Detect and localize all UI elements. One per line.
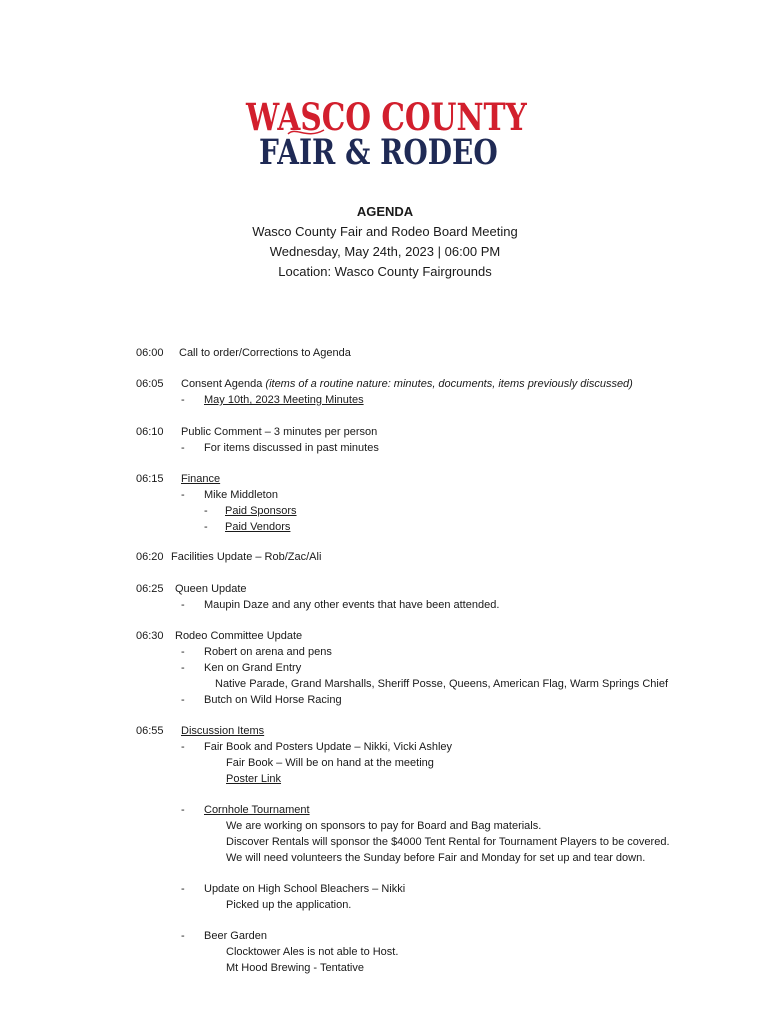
poster-link[interactable]: Poster Link (226, 773, 282, 785)
item-time: 06:15 (136, 473, 164, 485)
sub-item: Butch on Wild Horse Racing (204, 694, 342, 706)
bullet-dash: - (181, 804, 185, 816)
item-time: 06:00 (136, 347, 164, 359)
meeting-date: Wednesday, May 24th, 2023 | 06:00 PM (269, 244, 501, 259)
agenda-title: AGENDA (356, 204, 414, 219)
minutes-link[interactable]: May 10th, 2023 Meeting Minutes (204, 394, 364, 406)
item-time: 06:25 (136, 583, 164, 595)
finance-link[interactable]: Finance (181, 473, 221, 485)
sub-item: Robert on arena and pens (204, 646, 332, 658)
cornhole-link[interactable]: Cornhole Tournament (204, 804, 310, 816)
item-time: 06:55 (136, 725, 164, 737)
item-time: 06:10 (136, 426, 164, 438)
sub-item: Fair Book and Posters Update – Nikki, Vicki Ashley (204, 741, 453, 753)
item-time: 06:05 (136, 378, 164, 390)
bullet-dash: - (181, 741, 185, 753)
sub-item-detail: Fair Book – Will be on hand at the meeting (226, 757, 434, 769)
sub-item: Update on High School Bleachers – Nikki (204, 883, 406, 895)
meeting-location: Location: Wasco County Fairgrounds (278, 264, 492, 279)
item-label: Consent Agenda (181, 378, 266, 390)
sub-item-detail: Mt Hood Brewing - Tentative (226, 962, 364, 974)
item-time: 06:20 (136, 551, 164, 563)
item-text (181, 376, 633, 392)
paid-vendors-link[interactable]: Paid Vendors (225, 521, 291, 533)
bullet-dash: - (181, 930, 185, 942)
sub-item-detail: We are working on sponsors to pay for Board and Bag materials. (226, 820, 542, 832)
bullet-dash: - (181, 646, 185, 658)
sub-item: For items discussed in past minutes (204, 442, 379, 454)
fair-logo (246, 95, 531, 173)
bullet-dash: - (181, 883, 185, 895)
discussion-items-link[interactable]: Discussion Items (181, 725, 265, 737)
logo-line-2: FAIR & RODEO (259, 132, 498, 173)
bullet-dash: - (204, 505, 208, 517)
item-note: (items of a routine nature: minutes, documents, items previously discussed) (265, 378, 633, 390)
item-text: Call to order/Corrections to Agenda (179, 347, 351, 359)
item-text: Queen Update (175, 583, 247, 595)
sub-item-detail: Picked up the application. (226, 899, 352, 911)
bullet-dash: - (181, 442, 185, 454)
bullet-dash: - (181, 394, 185, 406)
bullet-dash: - (181, 489, 185, 501)
agenda-header (0, 202, 770, 282)
sub-item-detail: We will need volunteers the Sunday before Fair and Monday for set up and tear down. (226, 852, 646, 864)
sub-item: Maupin Daze and any other events that have been attended. (204, 599, 500, 611)
bullet-dash: - (204, 521, 208, 533)
item-text: Public Comment – 3 minutes per person (181, 426, 378, 438)
sub-item: Mike Middleton (204, 489, 278, 501)
item-text: Rodeo Committee Update (175, 630, 303, 642)
bullet-dash: - (181, 694, 185, 706)
bullet-dash: - (181, 662, 185, 674)
lasso-swash-icon (286, 126, 326, 138)
sub-item: Ken on Grand Entry (204, 662, 302, 674)
sub-item-detail: Clocktower Ales is not able to Host. (226, 946, 399, 958)
sub-item-detail: Native Parade, Grand Marshalls, Sheriff Posse, Queens, American Flag, Warm Springs Chief (215, 678, 669, 690)
paid-sponsors-link[interactable]: Paid Sponsors (225, 505, 297, 517)
item-time: 06:30 (136, 630, 164, 642)
meeting-name: Wasco County Fair and Rodeo Board Meeting (252, 224, 518, 239)
item-text: Facilities Update – Rob/Zac/Ali (171, 551, 322, 563)
bullet-dash: - (181, 599, 185, 611)
logo-line-1: WASCO COUNTY (246, 95, 527, 139)
sub-item-detail: Discover Rentals will sponsor the $4000 Tent Rental for Tournament Players to be covered. (226, 836, 670, 848)
sub-item: Beer Garden (204, 930, 267, 942)
